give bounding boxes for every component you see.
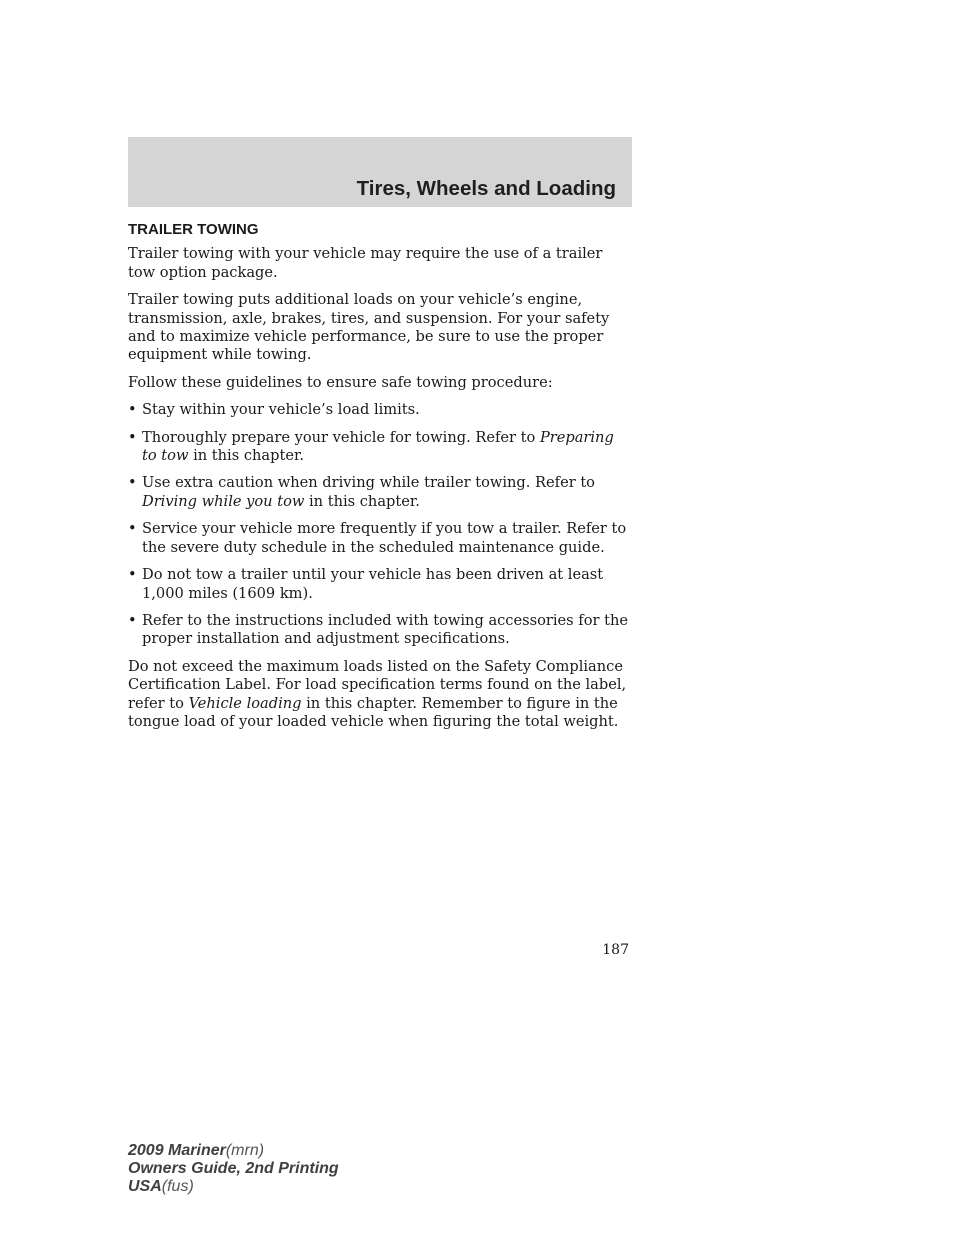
list-item-text: Do not tow a trailer until your vehicle has been driven at least 1,000 miles (1609 km). (142, 566, 604, 602)
list-item-text: Thoroughly prepare your vehicle for towing. Refer to (142, 428, 540, 446)
list-item-text: in this chapter. (304, 492, 420, 510)
closing-text: Do not exceed the maximum loads listed on the Safety Compliance Certification Label. For load specification terms found on the label, refer to (128, 657, 627, 712)
cross-reference: Driving while you tow (142, 492, 305, 510)
list-item (128, 401, 632, 419)
footer-edition: Owners Guide, 2nd Printing (128, 1160, 339, 1177)
footer (128, 1142, 339, 1196)
guidelines-list (128, 401, 632, 648)
header-band (128, 137, 632, 207)
intro-paragraph: Follow these guidelines to ensure safe towing procedure: (128, 373, 553, 391)
bullet-icon: • (128, 428, 137, 446)
list-item (128, 566, 632, 603)
bullet-icon: • (128, 520, 137, 538)
list-item-text: Use extra caution when driving while trailer towing. Refer to (142, 474, 595, 492)
footer-line (128, 1142, 339, 1160)
footer-line (128, 1160, 339, 1178)
bullet-icon: • (128, 611, 137, 629)
footer-line (128, 1178, 339, 1196)
cross-reference: Preparing to tow (142, 428, 614, 465)
list-item-text: in this chapter. (188, 447, 304, 465)
footer-model: 2009 Mariner (128, 1142, 226, 1159)
list-item-text: Refer to the instructions included with towing accessories for the proper installation and adjustment specifications. (142, 611, 628, 648)
page-content (128, 221, 632, 740)
bullet-icon: • (128, 474, 137, 492)
list-item-text: Service your vehicle more frequently if you tow a trailer. Refer to the severe duty schedule in the scheduled maintenance guide. (142, 520, 627, 556)
list-item (128, 429, 632, 466)
list-item (128, 474, 632, 511)
section-title: TRAILER TOWING (128, 221, 259, 238)
footer-market: USA (128, 1178, 162, 1195)
intro-paragraph: Trailer towing puts additional loads on your vehicle’s engine, transmission, axle, brakes, tires, and suspension. For your safety and to maximize vehicle performance, be sure to use the proper equipment while towing. (128, 291, 610, 364)
chapter-title: Tires, Wheels and Loading (356, 177, 616, 200)
closing-text: in this chapter. Remember to figure in the tongue load of your loaded vehicle when figuring the total weight. (128, 694, 619, 730)
bullet-icon: • (128, 566, 137, 584)
intro-paragraph: Trailer towing with your vehicle may require the use of a trailer tow option package. (128, 245, 603, 281)
footer-code: (fus) (161, 1178, 194, 1195)
closing-paragraph (128, 658, 632, 732)
footer-code: (mrn) (225, 1142, 265, 1159)
bullet-icon: • (128, 401, 137, 419)
list-item (128, 612, 632, 649)
cross-reference: Vehicle loading (188, 694, 302, 712)
page-number: 187 (602, 942, 629, 958)
list-item (128, 520, 632, 557)
list-item-text: Stay within your vehicle’s load limits. (142, 401, 420, 419)
